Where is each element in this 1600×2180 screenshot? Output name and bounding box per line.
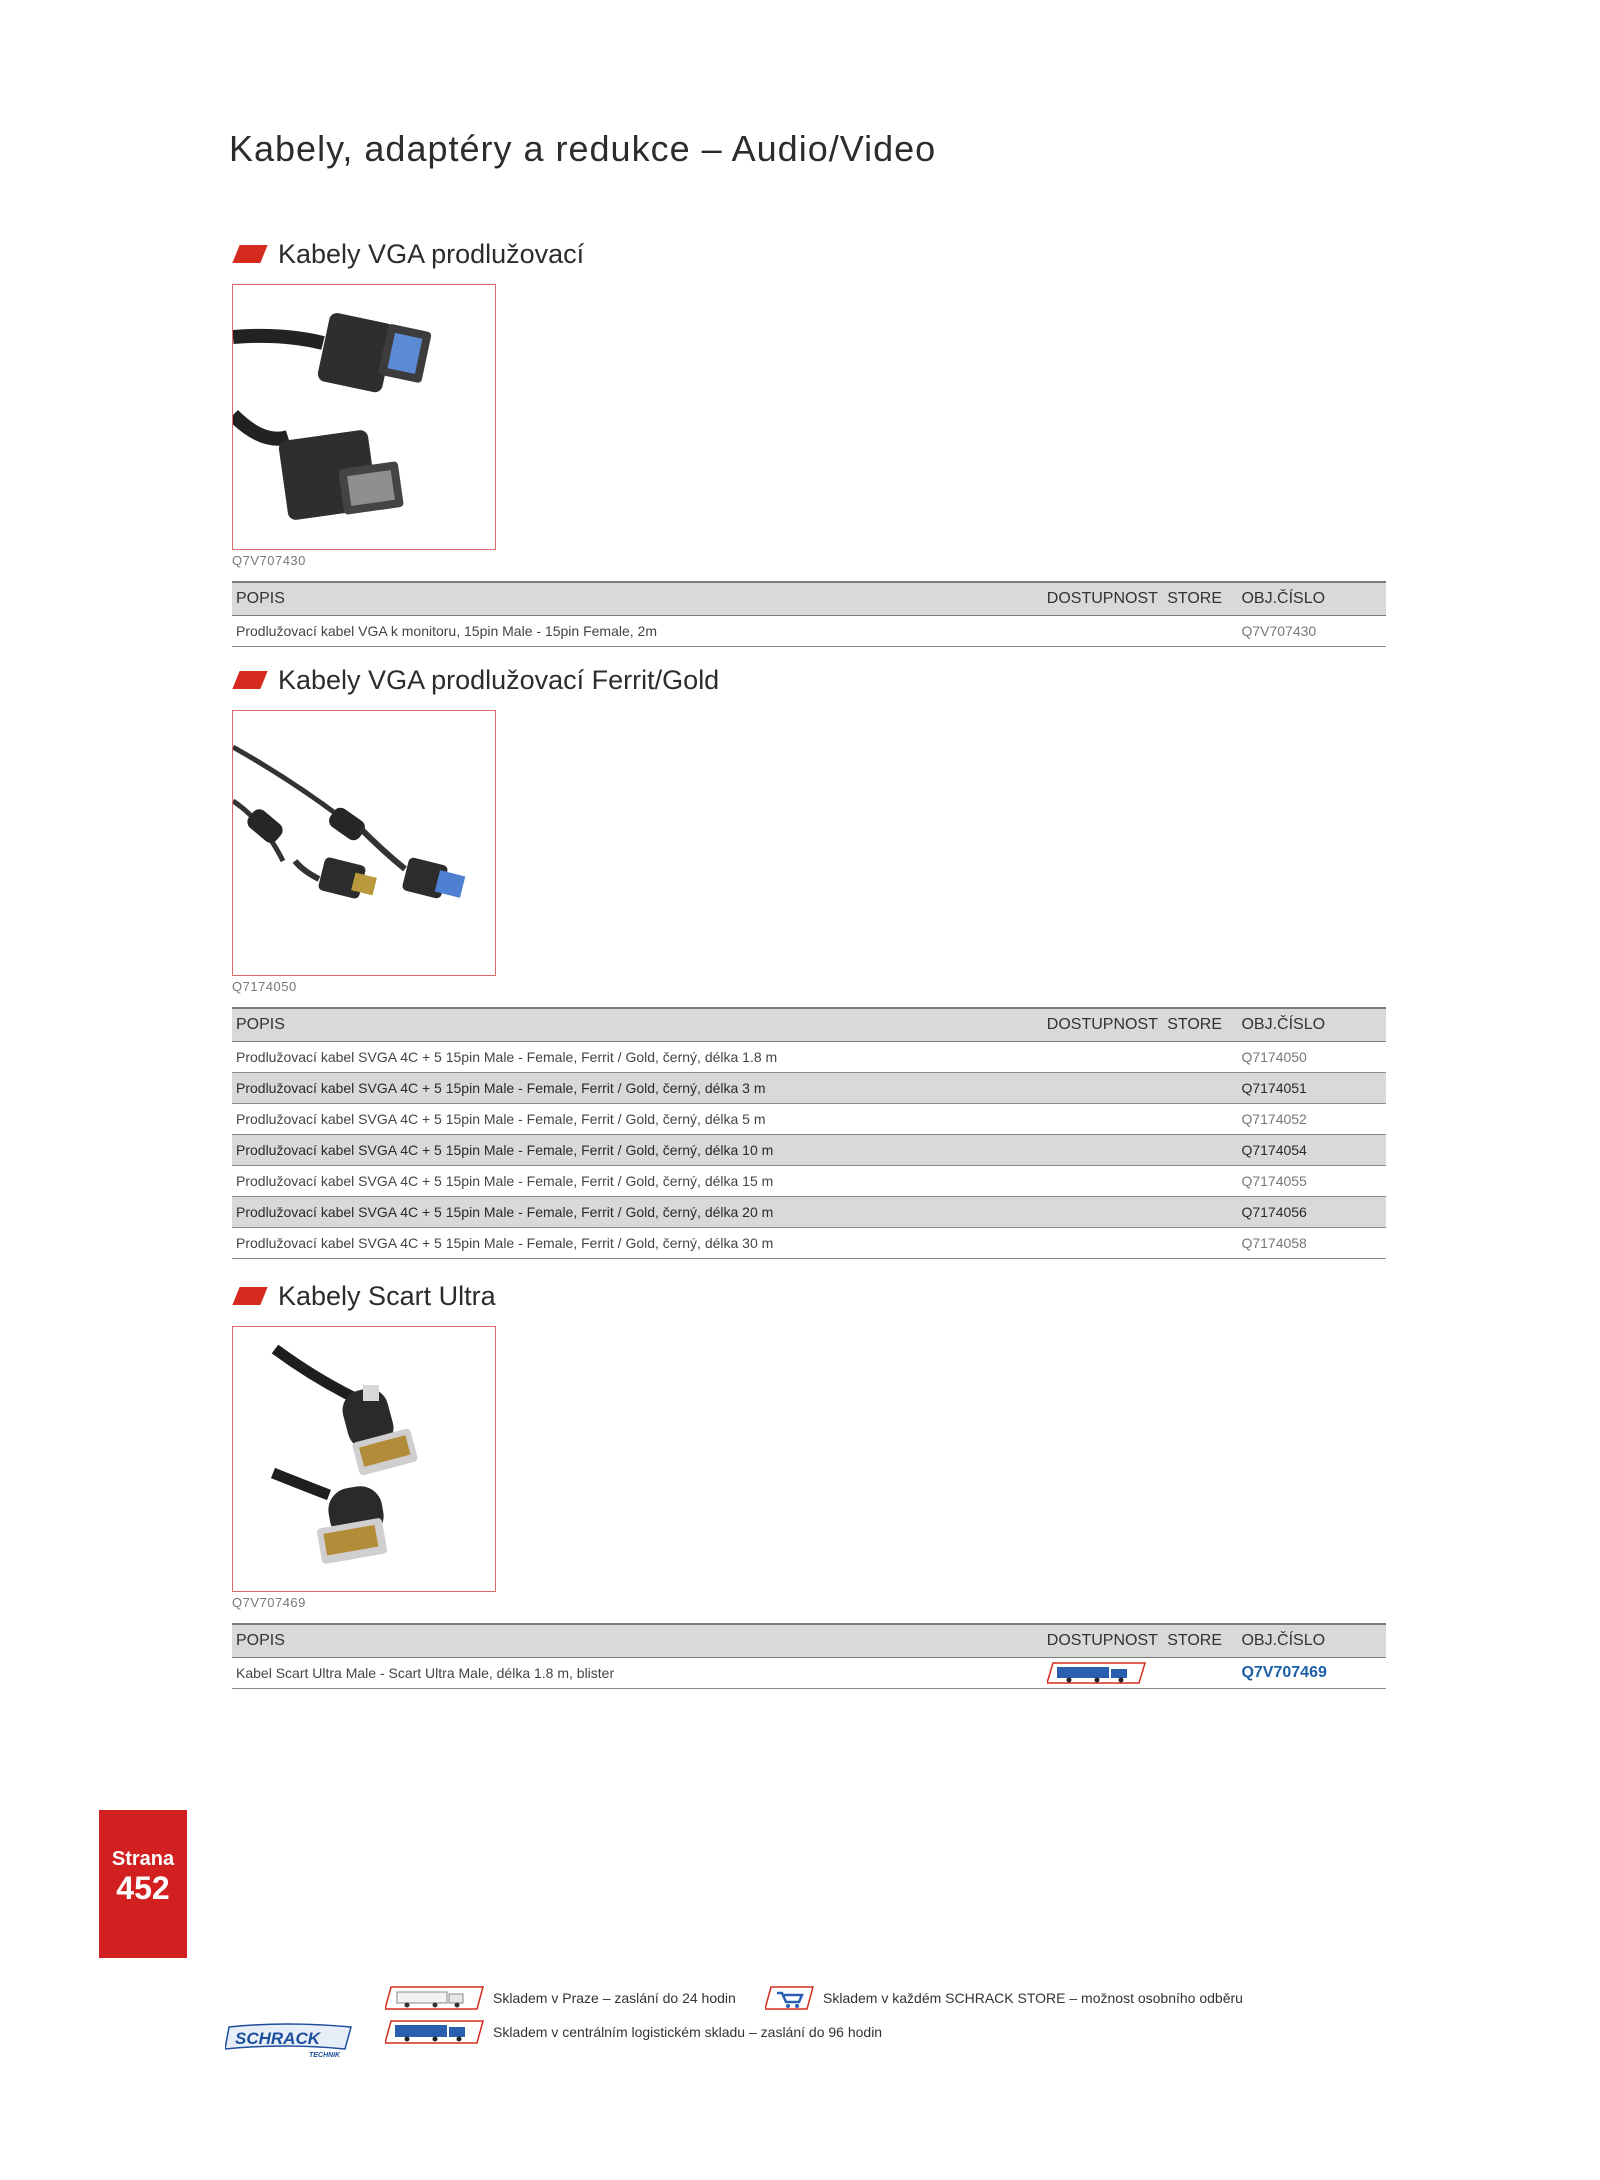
table-row <box>232 1042 1386 1073</box>
legend-store-text: Skladem v každém SCHRACK STORE – možnost osobního odběru <box>823 1990 1243 2006</box>
row-order-number: Q7V707469 <box>1237 1658 1386 1689</box>
row-description: Prodlužovací kabel SVGA 4C + 5 15pin Male - Female, Ferrit / Gold, černý, délka 20 m <box>232 1197 1043 1228</box>
section-marker-icon <box>232 1287 267 1305</box>
section-header <box>232 236 1386 272</box>
row-availability <box>1043 1104 1163 1135</box>
table-row <box>232 616 1386 647</box>
vga-cable-icon <box>233 285 495 549</box>
product-photo <box>232 710 496 976</box>
section-marker-icon <box>232 245 267 263</box>
header-obj-cislo: OBJ.ČÍSLO <box>1237 1008 1386 1042</box>
page-number: 452 <box>116 1870 170 1906</box>
vga-ferrit-cable-icon <box>233 711 495 975</box>
product-photo <box>232 1326 496 1592</box>
row-order-number: Q7V707430 <box>1237 616 1386 647</box>
row-store <box>1163 1228 1237 1259</box>
header-dostupnost: DOSTUPNOST <box>1043 1008 1163 1042</box>
row-description: Prodlužovací kabel SVGA 4C + 5 15pin Male - Female, Ferrit / Gold, černý, délka 10 m <box>232 1135 1043 1166</box>
row-description: Prodlužovací kabel SVGA 4C + 5 15pin Male - Female, Ferrit / Gold, černý, délka 1.8 m <box>232 1042 1043 1073</box>
row-order-number: Q7174051 <box>1237 1073 1386 1104</box>
header-obj-cislo: OBJ.ČÍSLO <box>1237 582 1386 616</box>
schrack-logo-icon <box>225 2023 355 2059</box>
schrack-logo <box>225 2023 355 2064</box>
table-row <box>232 1197 1386 1228</box>
row-availability <box>1043 1197 1163 1228</box>
product-table <box>232 1623 1386 1689</box>
header-dostupnost: DOSTUPNOST <box>1043 1624 1163 1658</box>
row-description: Kabel Scart Ultra Male - Scart Ultra Male, délka 1.8 m, blister <box>232 1658 1043 1689</box>
image-code: Q7174050 <box>232 979 297 994</box>
section-header <box>232 1278 1386 1314</box>
row-description: Prodlužovací kabel SVGA 4C + 5 15pin Male - Female, Ferrit / Gold, černý, délka 5 m <box>232 1104 1043 1135</box>
section-marker-icon <box>232 671 267 689</box>
row-description: Prodlužovací kabel SVGA 4C + 5 15pin Male - Female, Ferrit / Gold, černý, délka 3 m <box>232 1073 1043 1104</box>
row-order-number: Q7174055 <box>1237 1166 1386 1197</box>
row-order-number: Q7174056 <box>1237 1197 1386 1228</box>
row-availability <box>1043 1073 1163 1104</box>
availability-legend <box>225 1985 1345 2059</box>
section-title: Kabely VGA prodlužovací Ferrit/Gold <box>278 664 720 695</box>
table-header-row <box>232 1008 1386 1042</box>
header-popis: POPIS <box>232 582 1043 616</box>
scart-cable-icon <box>233 1327 495 1591</box>
page-label: Strana <box>111 1848 175 1870</box>
row-store <box>1163 1197 1237 1228</box>
table-row <box>232 1658 1386 1689</box>
prague-truck-icon <box>385 1985 485 2011</box>
header-dostupnost: DOSTUPNOST <box>1043 582 1163 616</box>
section-title: Kabely VGA prodlužovací <box>278 238 585 269</box>
row-order-number: Q7174058 <box>1237 1228 1386 1259</box>
product-table <box>232 1007 1386 1259</box>
section-header <box>232 662 1386 698</box>
table-row <box>232 1135 1386 1166</box>
row-store <box>1163 1166 1237 1197</box>
header-store: STORE <box>1163 1008 1237 1042</box>
page-number-tab <box>99 1810 187 1958</box>
legend-prague <box>385 1985 736 2011</box>
store-cart-icon <box>765 1985 815 2011</box>
image-code: Q7V707430 <box>232 553 306 568</box>
table-row <box>232 1104 1386 1135</box>
table-row <box>232 1073 1386 1104</box>
header-popis: POPIS <box>232 1008 1043 1042</box>
logo-subtext: TECHNIK <box>309 2052 341 2059</box>
table-header-row <box>232 582 1386 616</box>
header-popis: POPIS <box>232 1624 1043 1658</box>
row-availability <box>1043 616 1163 647</box>
row-availability <box>1043 1135 1163 1166</box>
row-availability <box>1043 1042 1163 1073</box>
row-store <box>1163 1104 1237 1135</box>
section-title: Kabely Scart Ultra <box>278 1280 496 1311</box>
central-warehouse-truck-icon <box>1047 1661 1147 1685</box>
header-obj-cislo: OBJ.ČÍSLO <box>1237 1624 1386 1658</box>
header-store: STORE <box>1163 1624 1237 1658</box>
legend-store <box>765 1985 1243 2011</box>
row-description: Prodlužovací kabel SVGA 4C + 5 15pin Male - Female, Ferrit / Gold, černý, délka 30 m <box>232 1228 1043 1259</box>
row-store <box>1163 616 1237 647</box>
section-vga-extension <box>232 236 1386 647</box>
row-store <box>1163 1658 1237 1689</box>
legend-central-text: Skladem v centrálním logistickém skladu – zaslání do 96 hodin <box>493 2024 883 2040</box>
row-availability <box>1043 1166 1163 1197</box>
product-photo <box>232 284 496 550</box>
row-order-number: Q7174052 <box>1237 1104 1386 1135</box>
row-availability <box>1043 1228 1163 1259</box>
legend-central <box>385 2019 882 2045</box>
central-truck-icon <box>385 2019 485 2045</box>
product-table <box>232 581 1386 647</box>
row-description: Prodlužovací kabel SVGA 4C + 5 15pin Male - Female, Ferrit / Gold, černý, délka 15 m <box>232 1166 1043 1197</box>
page-title: Kabely, adaptéry a redukce – Audio/Video <box>229 128 937 169</box>
image-code: Q7V707469 <box>232 1595 306 1610</box>
legend-prague-text: Skladem v Praze – zaslání do 24 hodin <box>493 1990 736 2006</box>
row-order-number: Q7174054 <box>1237 1135 1386 1166</box>
row-store <box>1163 1073 1237 1104</box>
table-header-row <box>232 1624 1386 1658</box>
row-store <box>1163 1135 1237 1166</box>
section-scart-ultra <box>232 1278 1386 1689</box>
row-description: Prodlužovací kabel VGA k monitoru, 15pin Male - 15pin Female, 2m <box>232 616 1043 647</box>
section-vga-ferrit-gold <box>232 662 1386 1259</box>
row-order-number: Q7174050 <box>1237 1042 1386 1073</box>
row-store <box>1163 1042 1237 1073</box>
table-row <box>232 1166 1386 1197</box>
header-store: STORE <box>1163 582 1237 616</box>
row-availability <box>1043 1658 1163 1689</box>
logo-text: SCHRACK <box>235 2029 320 2048</box>
table-row <box>232 1228 1386 1259</box>
